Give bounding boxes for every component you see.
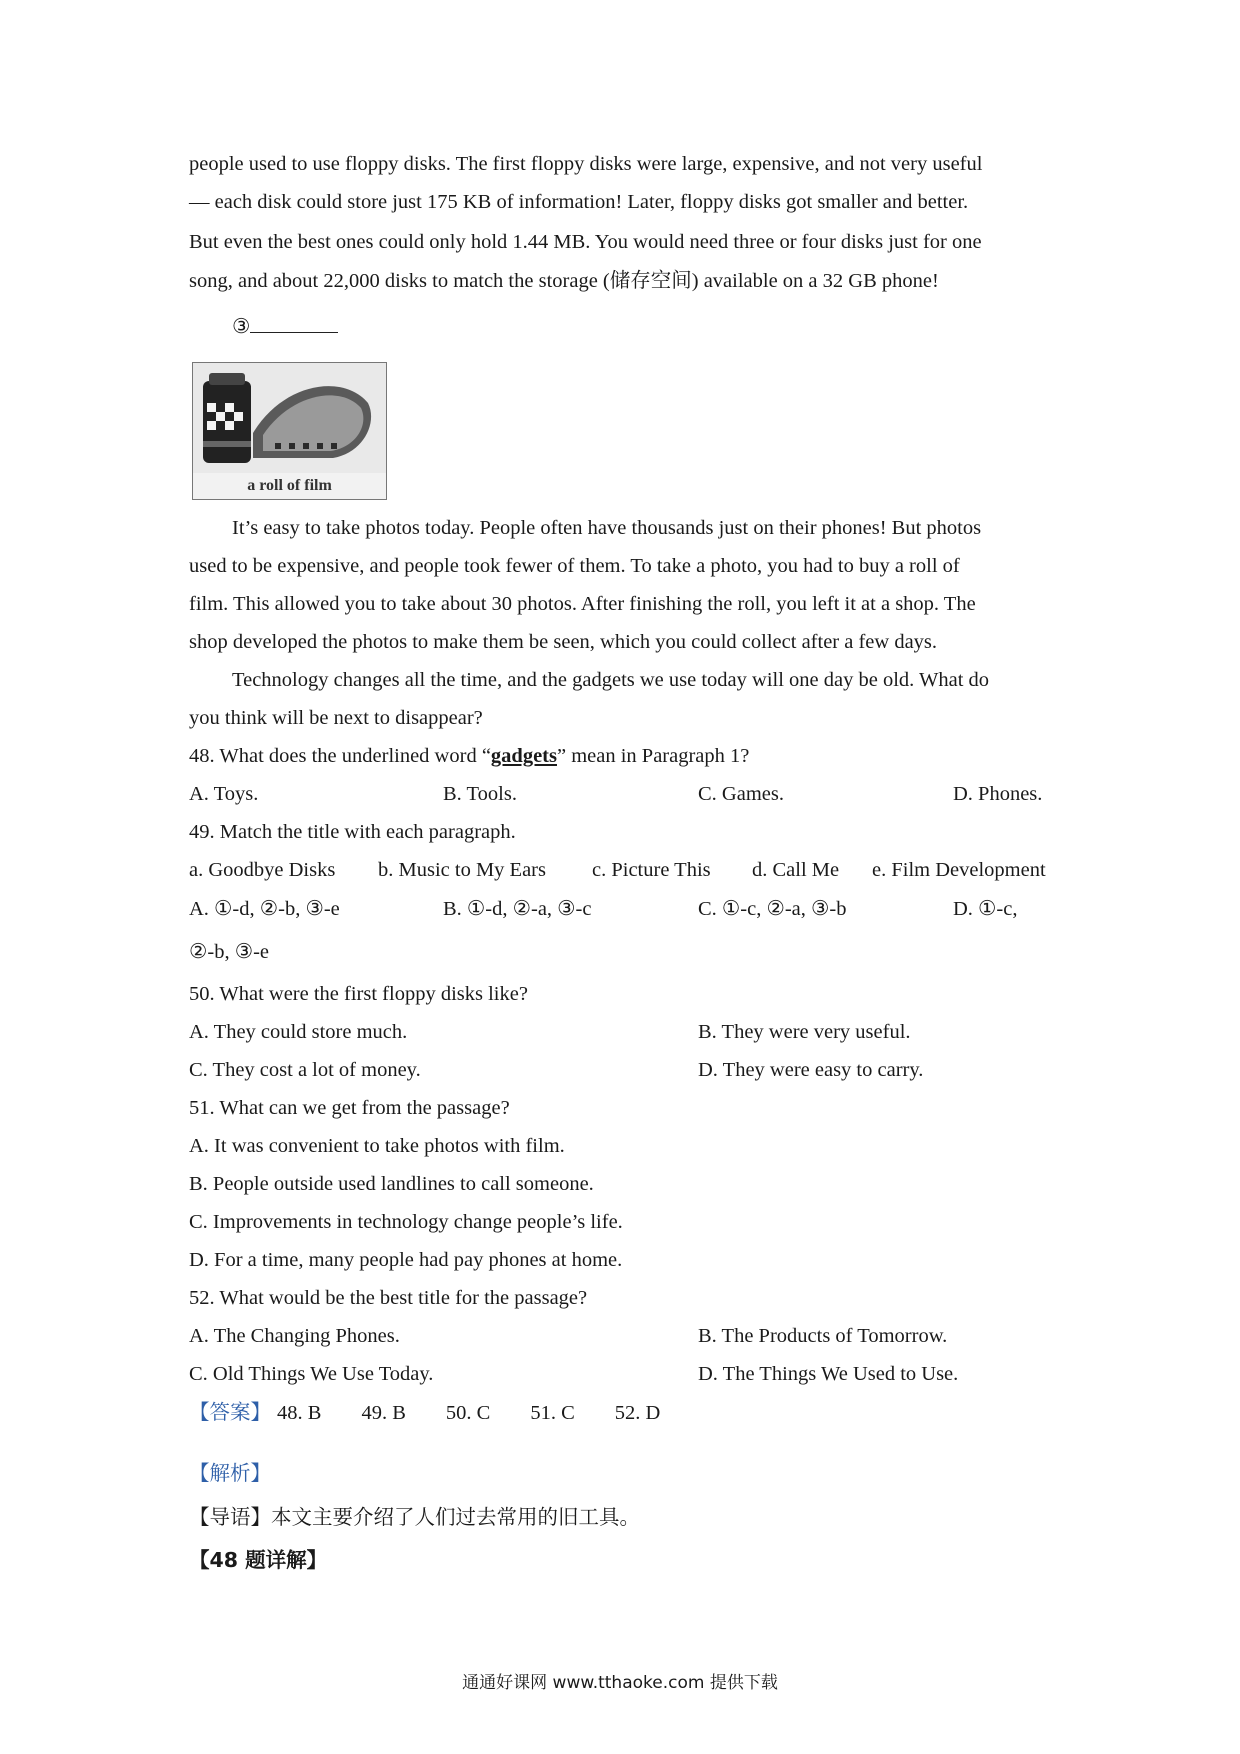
- passage-line: used to be expensive, and people took fewer of them. To take a photo, you had to buy a roll of: [189, 555, 960, 577]
- q49-option-b: B. ①-d, ②-a, ③-c: [443, 898, 592, 920]
- q50-option-d: D. They were easy to carry.: [698, 1059, 924, 1081]
- answer-48: 48. B: [277, 1402, 322, 1424]
- question-48-stem: 48. What does the underlined word “gadgets” mean in Paragraph 1?: [189, 745, 750, 767]
- q52-option-d: D. The Things We Used to Use.: [698, 1363, 959, 1385]
- q49-option-c: C. ①-c, ②-a, ③-b: [698, 898, 847, 920]
- q51-option-c: C. Improvements in technology change people’s life.: [189, 1211, 623, 1233]
- film-caption: a roll of film: [247, 477, 332, 494]
- q49-title-d: d. Call Me: [752, 859, 840, 881]
- passage-line: Technology changes all the time, and the gadgets we use today will one day be old. What do: [232, 669, 990, 691]
- passage-line: — each disk could store just 175 KB of information! Later, floppy disks got smaller and better.: [189, 191, 969, 213]
- q49-title-c: c. Picture This: [592, 859, 711, 881]
- q49-option-d: D. ①-c,: [953, 898, 1018, 920]
- passage-line: film. This allowed you to take about 30 photos. After finishing the roll, you left it at a shop. The: [189, 593, 976, 615]
- q51-option-a: A. It was convenient to take photos with film.: [189, 1135, 565, 1157]
- answer-key: [189, 1399, 660, 1426]
- q52-option-b: B. The Products of Tomorrow.: [698, 1325, 948, 1347]
- q48-option-d: D. Phones.: [953, 783, 1043, 805]
- q52-option-a: A. The Changing Phones.: [189, 1325, 400, 1347]
- film-roll-icon: [193, 363, 386, 473]
- analysis-label: 【解析】: [189, 1461, 271, 1485]
- q49-title-a: a. Goodbye Disks: [189, 859, 336, 881]
- q51-option-b: B. People outside used landlines to call someone.: [189, 1173, 594, 1195]
- intro-label: 【导语】: [189, 1505, 271, 1529]
- q49-option-d-cont: ②-b, ③-e: [189, 941, 270, 963]
- q51-option-d: D. For a time, many people had pay phones at home.: [189, 1249, 623, 1271]
- passage-line: you think will be next to disappear?: [189, 707, 483, 729]
- q49-option-a: A. ①-d, ②-b, ③-e: [189, 898, 340, 920]
- q50-option-b: B. They were very useful.: [698, 1021, 911, 1043]
- passage-line: shop developed the photos to make them be seen, which you could collect after a few days.: [189, 631, 938, 653]
- intro-line: [189, 1504, 640, 1530]
- q50-option-a: A. They could store much.: [189, 1021, 408, 1043]
- q48-option-b: B. Tools.: [443, 783, 517, 805]
- question-52-stem: 52. What would be the best title for the passage?: [189, 1287, 588, 1309]
- q48-option-c: C. Games.: [698, 783, 784, 805]
- q50-option-c: C. They cost a lot of money.: [189, 1059, 421, 1081]
- intro-text: 本文主要介绍了人们过去常用的旧工具。: [271, 1505, 640, 1529]
- q52-option-c: C. Old Things We Use Today.: [189, 1363, 434, 1385]
- film-roll-image: [192, 362, 387, 500]
- answer-49: 49. B: [361, 1402, 406, 1424]
- answer-51: 51. C: [530, 1402, 575, 1424]
- q48-detail-heading: 【48 题详解】: [189, 1548, 328, 1572]
- passage-line: people used to use floppy disks. The first floppy disks were large, expensive, and not very useful: [189, 153, 983, 175]
- underlined-word: gadgets: [490, 745, 557, 767]
- blank-3-label: ③: [232, 316, 251, 338]
- answer-label: 【答案】: [189, 1400, 271, 1424]
- question-51-stem: 51. What can we get from the passage?: [189, 1097, 510, 1119]
- blank-3-heading: [232, 314, 338, 340]
- passage-line: song, and about 22,000 disks to match the storage (储存空间) available on a 32 GB phone!: [189, 270, 939, 292]
- page-footer: 通通好课网 www.tthaoke.com 提供下载: [462, 1673, 778, 1693]
- question-50-stem: 50. What were the first floppy disks like?: [189, 983, 528, 1005]
- q48-option-a: A. Toys.: [189, 783, 259, 805]
- passage-line: It’s easy to take photos today. People often have thousands just on their phones! But photos: [232, 517, 982, 539]
- question-49-stem: 49. Match the title with each paragraph.: [189, 821, 516, 843]
- answer-52: 52. D: [614, 1402, 661, 1424]
- q49-title-b: b. Music to My Ears: [378, 859, 546, 881]
- blank-3-line: [250, 314, 338, 333]
- answer-50: 50. C: [445, 1402, 491, 1424]
- passage-line: But even the best ones could only hold 1.44 MB. You would need three or four disks just for one: [189, 231, 982, 253]
- q49-title-e: e. Film Development: [872, 859, 1046, 881]
